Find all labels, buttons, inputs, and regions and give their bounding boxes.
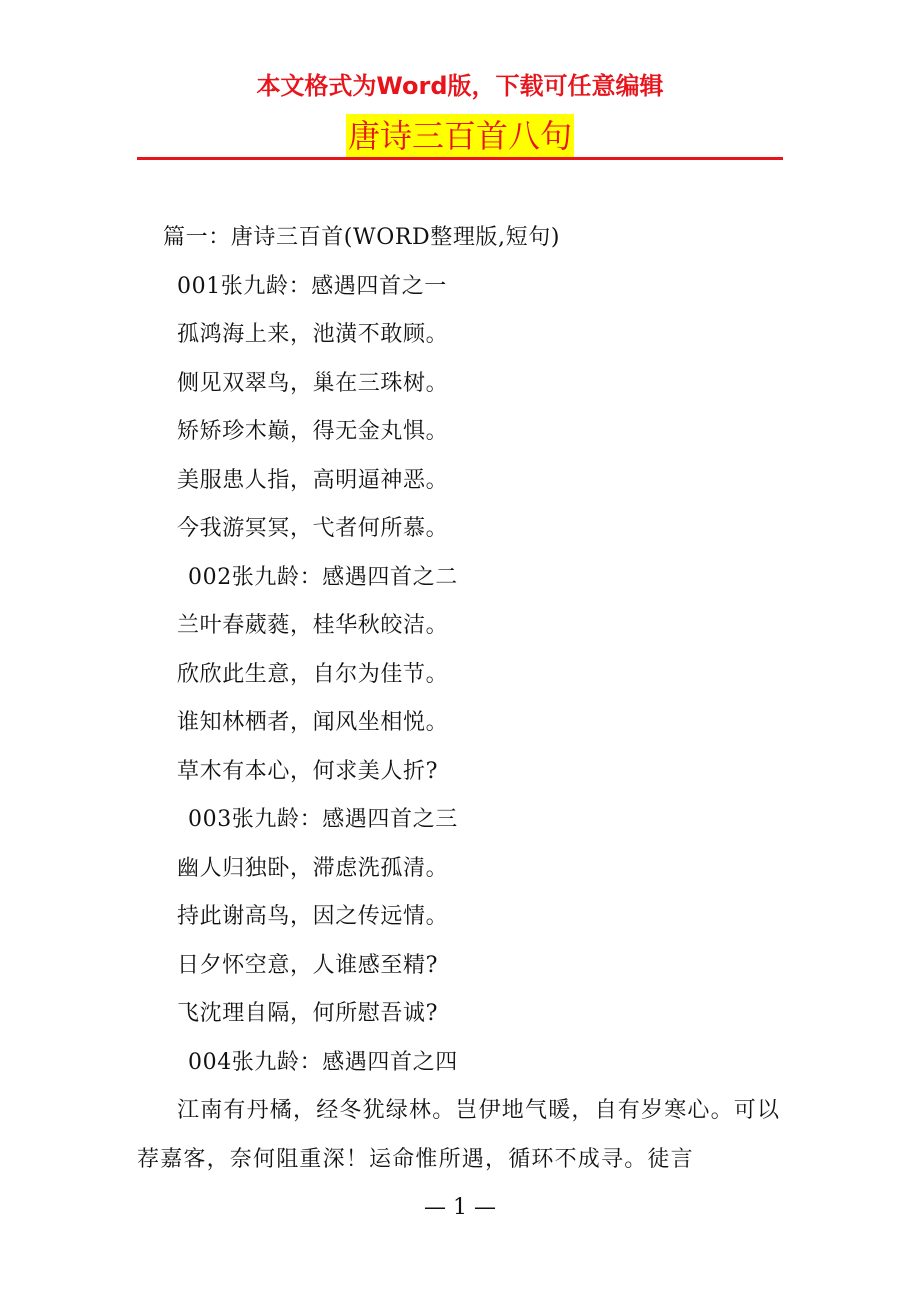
poem-heading: 001张九龄：感遇四首之一 bbox=[177, 273, 447, 299]
format-notice-banner: 本文格式为Word版，下载可任意编辑 bbox=[256, 72, 664, 100]
page-number: — 1 — bbox=[424, 1195, 496, 1220]
document-title: 唐诗三百首八句 bbox=[346, 114, 574, 158]
poem-line: 矫矫珍木巅，得无金丸惧。 bbox=[177, 419, 449, 444]
poem-line: 幽人归独卧，滞虑洗孤清。 bbox=[177, 855, 449, 881]
poem-line: 兰叶春葳蕤，桂华秋皎洁。 bbox=[177, 613, 449, 638]
poem-line: 侧见双翠鸟，巢在三珠树。 bbox=[177, 370, 449, 396]
poem-line: 欣欣此生意，自尔为佳节。 bbox=[177, 661, 449, 687]
poem-line: 持此谢高鸟，因之传远情。 bbox=[177, 904, 449, 929]
poem-paragraph: 江南有丹橘，经冬犹绿林。岂伊地气暖，自有岁寒心。可以荐嘉客，奈何阻重深！运命惟所遇，循环不成寻。徒言 bbox=[137, 1098, 781, 1172]
title-underline-rule bbox=[137, 157, 783, 160]
poem-line: 今我游冥冥，弋者何所慕。 bbox=[177, 516, 449, 541]
poem-heading: 004张九龄：感遇四首之四 bbox=[188, 1049, 458, 1075]
poem-line: 美服患人指，高明逼神恶。 bbox=[177, 467, 449, 493]
section-heading: 篇一：唐诗三百首(WORD整理版,短句) bbox=[163, 225, 561, 250]
poem-line: 飞沈理自隔，何所慰吾诚? bbox=[177, 1001, 438, 1026]
document-body bbox=[137, 214, 787, 1184]
title-container bbox=[0, 114, 920, 158]
poem-line: 草木有本心，何求美人折? bbox=[177, 758, 438, 784]
poem-line: 日夕怀空意，人谁感至精? bbox=[177, 952, 438, 978]
poem-line: 谁知林栖者，闻风坐相悦。 bbox=[177, 710, 449, 735]
poem-heading: 003张九龄：感遇四首之三 bbox=[188, 807, 458, 832]
poem-line: 孤鸿海上来，池潢不敢顾。 bbox=[177, 322, 449, 347]
poem-heading: 002张九龄：感遇四首之二 bbox=[188, 564, 458, 590]
